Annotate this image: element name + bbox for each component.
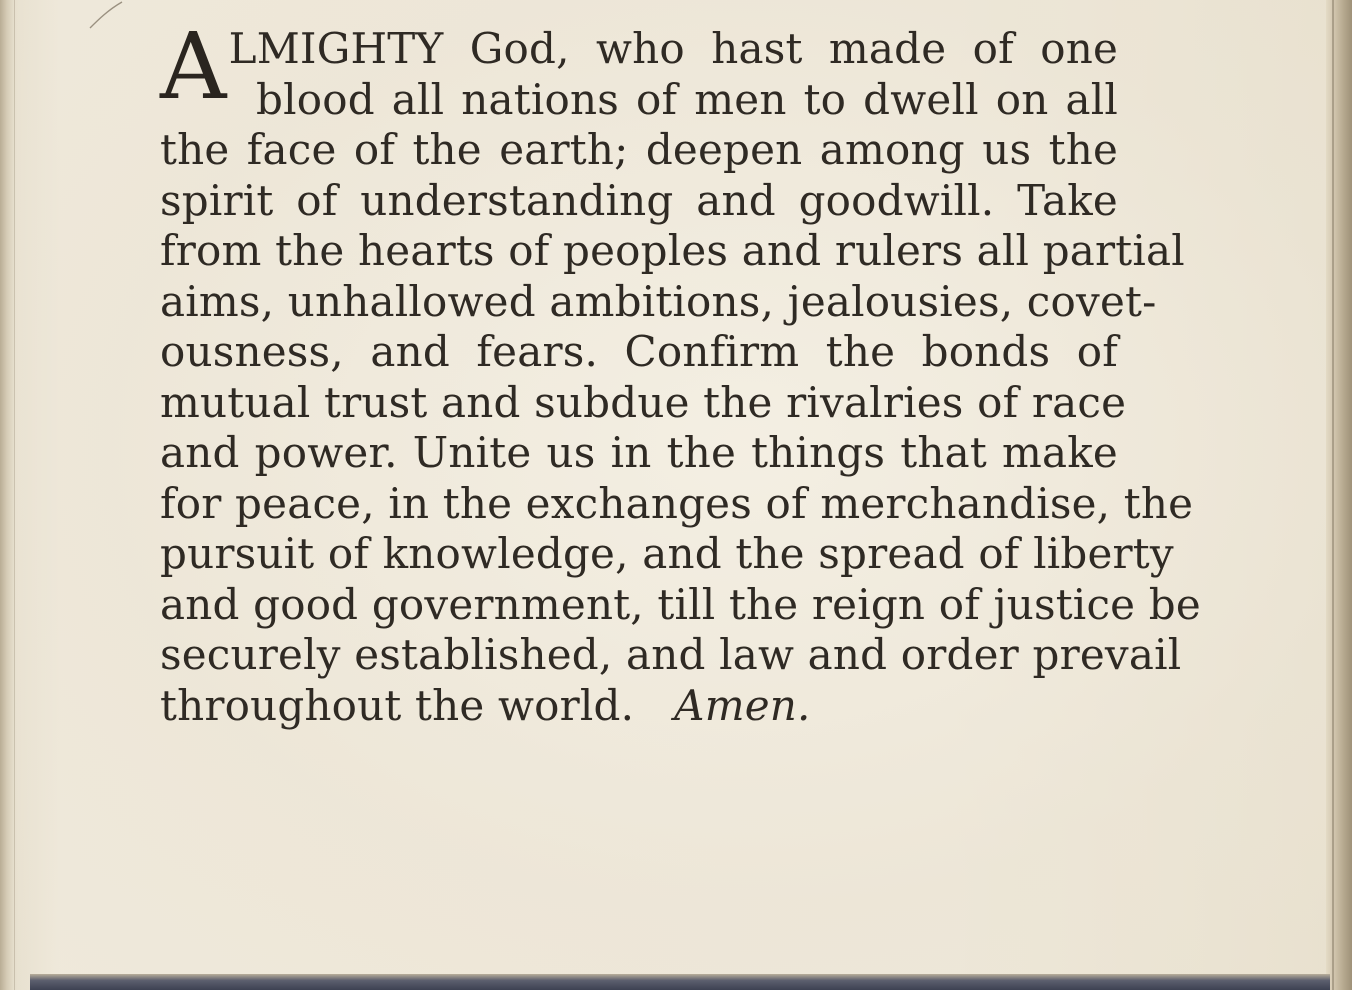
prayer-line: the face of the earth; deepen among us the [160, 125, 1118, 174]
drop-cap-letter: A [160, 13, 227, 120]
prayer-line: and power. Unite us in the things that make [160, 428, 1118, 477]
prayer-line: ousness, and fears. Confirm the bonds of [160, 327, 1118, 376]
prayer-line: from the hearts of peoples and rulers all partial [160, 226, 1185, 275]
page-fore-edge [1326, 0, 1352, 990]
prayer-line: throughout the world. [160, 680, 635, 730]
page-gutter-edge [0, 0, 14, 990]
prayer-final-line [160, 681, 1118, 732]
prayer-line: blood all nations of men to dwell on all [256, 74, 1118, 124]
prayer-line: pursuit of knowledge, and the spread of liberty [160, 529, 1174, 578]
prayer-line: for peace, in the exchanges of merchandise, the [160, 478, 1194, 528]
prayer-line: LMIGHTY God, who hast made of one [228, 24, 1118, 73]
prayer-line: securely established, and law and order prevail [160, 630, 1182, 679]
prayer-line: and good government, till the reign of justice be [160, 579, 1201, 629]
prayer-line: aims, unhallowed ambitions, jealousies, covet- [160, 276, 1157, 326]
amen-text: Amen. [674, 680, 811, 730]
page-fold-line [14, 0, 15, 990]
prayer-line: spirit of understanding and goodwill. Take [160, 175, 1118, 225]
page-fore-edge-line [1332, 0, 1334, 990]
book-cover-edge [30, 974, 1330, 990]
pencil-mark-icon [86, 0, 126, 30]
prayer-text [160, 13, 1201, 731]
prayer-line: mutual trust and subdue the rivalries of race [160, 377, 1127, 427]
